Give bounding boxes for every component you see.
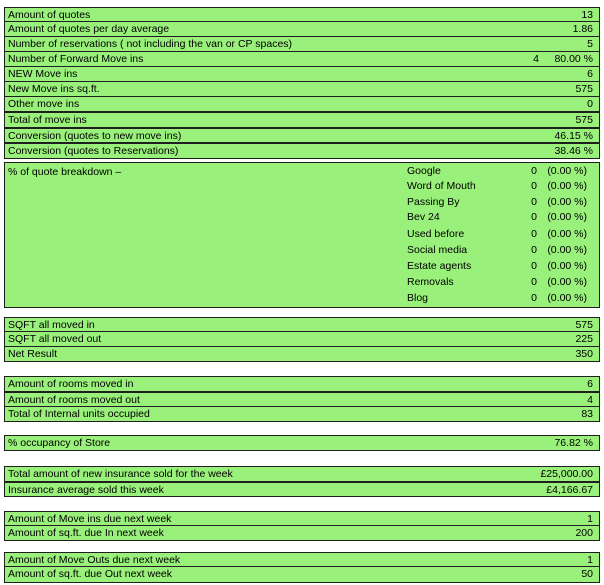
insurance-average-value: £4,166.67 — [546, 484, 593, 496]
source-row — [407, 195, 587, 210]
next-move-ins-row — [4, 511, 600, 526]
new-move-ins-sqft-value: 575 — [575, 83, 593, 95]
rooms-in-row — [4, 376, 600, 392]
rooms-out-label: Amount of rooms moved out — [8, 394, 140, 406]
source-count: 0 — [531, 196, 537, 208]
next-move-outs-row — [4, 552, 600, 567]
internal-units-value: 83 — [581, 408, 593, 420]
source-name: Word of Mouth — [407, 180, 476, 192]
quotes-per-day-label: Amount of quotes per day average — [8, 23, 170, 35]
quotes-amount-row — [4, 7, 600, 22]
quotes-amount-label: Amount of quotes — [8, 9, 91, 21]
new-move-ins-sqft-row — [4, 82, 600, 97]
next-move-ins-label: Amount of Move ins due next week — [8, 513, 172, 525]
quotes-per-day-row — [4, 22, 600, 37]
insurance-average-label: Insurance average sold this week — [8, 484, 164, 496]
quote-breakdown-label: % of quote breakdown – — [8, 166, 122, 178]
insurance-total-row — [4, 466, 600, 482]
source-name: Removals — [407, 276, 454, 288]
sqft-in-row — [4, 317, 600, 332]
net-result-label: Net Result — [8, 348, 58, 360]
next-in-sqft-value: 200 — [575, 527, 593, 539]
forward-move-ins-percent: 80.00 % — [554, 53, 593, 65]
forward-move-ins-row — [4, 52, 600, 67]
source-name: Used before — [407, 228, 465, 240]
rooms-out-value: 4 — [587, 394, 593, 406]
sqft-out-label: SQFT all moved out — [8, 333, 102, 345]
total-move-ins-row — [4, 112, 600, 128]
source-row — [407, 291, 587, 306]
net-result-value: 350 — [575, 348, 593, 360]
rooms-in-label: Amount of rooms moved in — [8, 378, 134, 390]
source-percent: (0.00 %) — [547, 260, 587, 272]
conversion-new-label: Conversion (quotes to new move ins) — [8, 130, 182, 142]
reservations-label: Number of reservations ( not including the van or CP spaces) — [8, 38, 293, 50]
source-percent: (0.00 %) — [547, 292, 587, 304]
new-move-ins-label: NEW Move ins — [8, 68, 78, 80]
occupancy-value: 76.82 % — [554, 437, 593, 449]
source-count: 0 — [531, 244, 537, 256]
forward-move-ins-count: 4 — [533, 53, 539, 65]
source-percent: (0.00 %) — [547, 228, 587, 240]
next-out-sqft-label: Amount of sq.ft. due Out next week — [8, 568, 173, 580]
source-count: 0 — [531, 228, 537, 240]
source-row — [407, 259, 587, 274]
source-row — [407, 275, 587, 290]
source-count: 0 — [531, 165, 537, 177]
internal-units-label: Total of Internal units occupied — [8, 408, 150, 420]
net-result-row — [4, 347, 600, 362]
source-count: 0 — [531, 292, 537, 304]
insurance-total-value: £25,000.00 — [540, 468, 593, 480]
conversion-res-row — [4, 143, 600, 159]
next-out-sqft-value: 50 — [581, 568, 593, 580]
source-percent: (0.00 %) — [547, 211, 587, 223]
source-name: Estate agents — [407, 260, 472, 272]
insurance-average-row — [4, 482, 600, 497]
source-percent: (0.00 %) — [547, 196, 587, 208]
insurance-total-label: Total amount of new insurance sold for the week — [8, 468, 233, 480]
source-name: Bev 24 — [407, 211, 440, 223]
source-count: 0 — [531, 260, 537, 272]
total-move-ins-value: 575 — [575, 114, 593, 126]
source-row — [407, 227, 587, 242]
source-row — [407, 243, 587, 258]
source-percent: (0.00 %) — [547, 276, 587, 288]
conversion-new-value: 46.15 % — [554, 130, 593, 142]
source-row — [407, 164, 587, 179]
source-row — [407, 179, 587, 194]
conversion-new-row — [4, 128, 600, 143]
quotes-per-day-value: 1.86 — [572, 23, 593, 35]
next-in-sqft-row — [4, 526, 600, 541]
occupancy-row — [4, 435, 600, 451]
source-name: Passing By — [407, 196, 460, 208]
conversion-res-value: 38.46 % — [554, 145, 593, 157]
reservations-value: 5 — [587, 38, 593, 50]
internal-units-row — [4, 407, 600, 422]
source-name: Social media — [407, 244, 468, 256]
source-count: 0 — [531, 180, 537, 192]
sqft-in-label: SQFT all moved in — [8, 319, 95, 331]
rooms-out-row — [4, 392, 600, 407]
conversion-res-label: Conversion (quotes to Reservations) — [8, 145, 179, 157]
next-move-outs-value: 1 — [587, 554, 593, 566]
other-move-ins-label: Other move ins — [8, 98, 80, 110]
total-move-ins-label: Total of move ins — [8, 114, 87, 126]
quotes-amount-value: 13 — [581, 9, 593, 21]
source-count: 0 — [531, 276, 537, 288]
source-name: Google — [407, 165, 441, 177]
other-move-ins-row — [4, 97, 600, 112]
other-move-ins-value: 0 — [587, 98, 593, 110]
source-count: 0 — [531, 211, 537, 223]
source-percent: (0.00 %) — [547, 165, 587, 177]
source-percent: (0.00 %) — [547, 180, 587, 192]
sqft-out-row — [4, 332, 600, 347]
next-move-outs-label: Amount of Move Outs due next week — [8, 554, 181, 566]
source-name: Blog — [407, 292, 429, 304]
reservations-row — [4, 37, 600, 52]
source-percent: (0.00 %) — [547, 244, 587, 256]
next-move-ins-value: 1 — [587, 513, 593, 525]
sqft-in-value: 575 — [575, 319, 593, 331]
next-in-sqft-label: Amount of sq.ft. due In next week — [8, 527, 164, 539]
next-out-sqft-row — [4, 567, 600, 583]
occupancy-label: % occupancy of Store — [8, 437, 111, 449]
source-row — [407, 210, 587, 225]
new-move-ins-row — [4, 67, 600, 82]
rooms-in-value: 6 — [587, 378, 593, 390]
new-move-ins-sqft-label: New Move ins sq.ft. — [8, 83, 100, 95]
forward-move-ins-label: Number of Forward Move ins — [8, 53, 144, 65]
sqft-out-value: 225 — [575, 333, 593, 345]
new-move-ins-value: 6 — [587, 68, 593, 80]
